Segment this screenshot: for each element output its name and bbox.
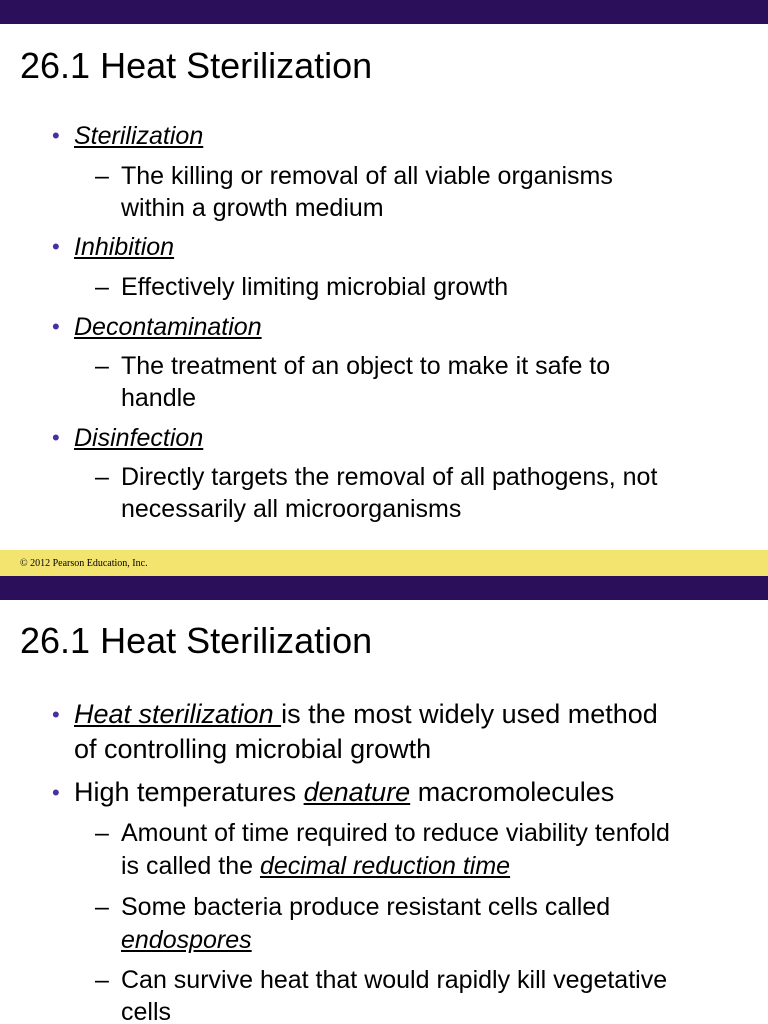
bullet-disinfection: • Disinfection	[52, 424, 204, 452]
bullet-dot-icon: •	[52, 425, 60, 450]
sub-bullet-decontamination-line-1: – The treatment of an object to make it safe to	[95, 352, 611, 380]
dash-icon: –	[95, 352, 109, 380]
bullet-sterilization: • Sterilization	[52, 122, 204, 150]
slide-1-footer-bar	[0, 550, 768, 576]
dash-icon: –	[95, 819, 109, 847]
sub-bullet-endospores-line-1: – Some bacteria produce resistant cells called	[95, 893, 611, 921]
dash-icon: –	[95, 966, 109, 994]
bullet-heat-sterilization-line-2: of controlling microbial growth	[74, 734, 432, 764]
bullet-dot-icon: •	[52, 780, 60, 805]
dash-icon: –	[95, 893, 109, 921]
bullet-dot-icon: •	[52, 702, 60, 727]
bullet-dot-icon: •	[52, 314, 60, 339]
sub-bullet-disinfection-line-2: necessarily all microorganisms	[121, 495, 462, 523]
sub-bullet-sterilization-line-1: – The killing or removal of all viable organisms	[95, 162, 613, 190]
slide-2-title: 26.1 Heat Sterilization	[20, 620, 373, 661]
bullet-dot-icon: •	[52, 234, 60, 259]
bullet-heat-sterilization: • Heat sterilization is the most widely used method	[74, 697, 658, 732]
sub-bullet-sterilization-line-2: within a growth medium	[121, 194, 384, 222]
sub-bullet-endospores-line-2: endospores	[121, 926, 252, 954]
dash-icon: –	[95, 463, 109, 491]
bullet-decontamination: • Decontamination	[52, 313, 262, 341]
slide-1-top-bar	[0, 0, 768, 24]
bullet-inhibition: • Inhibition	[52, 233, 175, 261]
slide-2-top-bar	[0, 576, 768, 600]
dash-icon: –	[95, 273, 109, 301]
sub-bullet-disinfection-line-1: – Directly targets the removal of all pathogens, not	[95, 463, 658, 491]
copyright-text: © 2012 Pearson Education, Inc.	[20, 558, 148, 569]
dash-icon: –	[95, 162, 109, 190]
sub-bullet-inhibition-line-1: – Effectively limiting microbial growth	[95, 273, 509, 301]
slide-2	[0, 576, 768, 1024]
sub-bullet-decimal-reduction-line-1: – Amount of time required to reduce viability tenfold	[95, 819, 670, 847]
sub-bullet-decontamination-line-2: handle	[121, 384, 197, 412]
sub-bullet-survive-heat-line-2: cells	[121, 998, 172, 1024]
bullet-dot-icon: •	[52, 123, 60, 148]
sub-bullet-survive-heat-line-1: – Can survive heat that would rapidly kill vegetative	[95, 966, 668, 994]
bullet-high-temperatures: • High temperatures denature macromolecules	[74, 775, 614, 810]
sub-bullet-decimal-reduction-line-2: is called the decimal reduction time	[121, 852, 511, 880]
slide-1-title: 26.1 Heat Sterilization	[20, 45, 373, 86]
